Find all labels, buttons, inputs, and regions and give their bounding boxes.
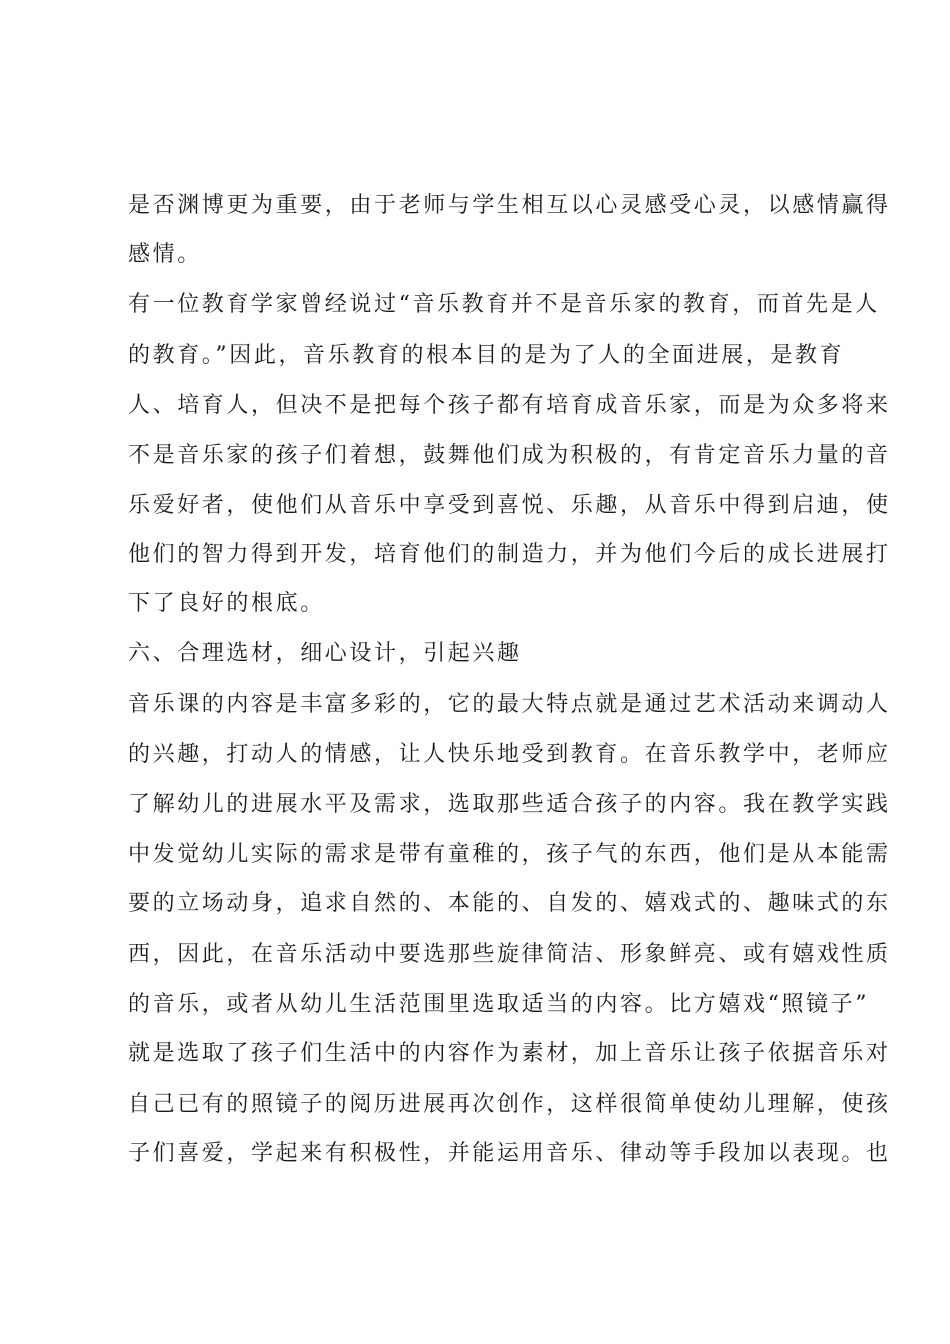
text-line: 中发觉幼儿实际的需求是带有童稚的，孩子气的东西，他们是从本能需 [128,842,891,867]
section-heading: 六、合理选材，细心设计，引起兴趣 [128,641,522,666]
text-line: 不是音乐家的孩子们着想，鼓舞他们成为积极的，有肯定音乐力量的音 [128,443,891,468]
text-line: 他们的智力得到开发，培育他们的制造力，并为他们今后的成长进展打 [128,542,891,567]
text-line: 音乐课的内容是丰富多彩的，它的最大特点就是通过艺术活动来调动人 [128,692,891,717]
text-line: 有一位教育学家曾经说过“音乐教育并不是音乐家的教育，而首先是人 [128,292,880,317]
text-line: 是否渊博更为重要，由于老师与学生相互以心灵感受心灵，以感情赢得 [128,193,891,218]
text-line: 西，因此，在音乐活动中要选那些旋律简洁、形象鲜亮、或有嬉戏性质 [128,942,891,967]
text-line: 乐爱好者，使他们从音乐中享受到喜悦、乐趣，从音乐中得到启迪，使 [128,493,891,518]
text-line: 自己已有的照镜子的阅历进展再次创作，这样很简单使幼儿理解，使孩 [128,1092,891,1117]
text-line: 人、培育人，但决不是把每个孩子都有培育成音乐家，而是为众多将来 [128,393,891,418]
text-line: 的音乐，或者从幼儿生活范围里选取适当的内容。比方嬉戏“照镜子” [128,992,870,1017]
text-line: 的兴趣，打动人的情感，让人快乐地受到教育。在音乐教学中，老师应 [128,742,891,767]
text-line: 子们喜爱，学起来有积极性，并能运用音乐、律动等手段加以表现。也 [128,1141,891,1166]
text-line: 就是选取了孩子们生活中的内容作为素材，加上音乐让孩子依据音乐对 [128,1041,891,1066]
text-line: 的教育。”因此，音乐教育的根本目的是为了人的全面进展，是教育 [128,343,845,368]
text-line: 感情。 [128,242,202,267]
text-line: 了解幼儿的进展水平及需求，选取那些适合孩子的内容。我在教学实践 [128,792,891,817]
text-line: 下了良好的根底。 [128,591,325,616]
text-line: 要的立场动身，追求自然的、本能的、自发的、嬉戏式的、趣味式的东 [128,891,891,916]
